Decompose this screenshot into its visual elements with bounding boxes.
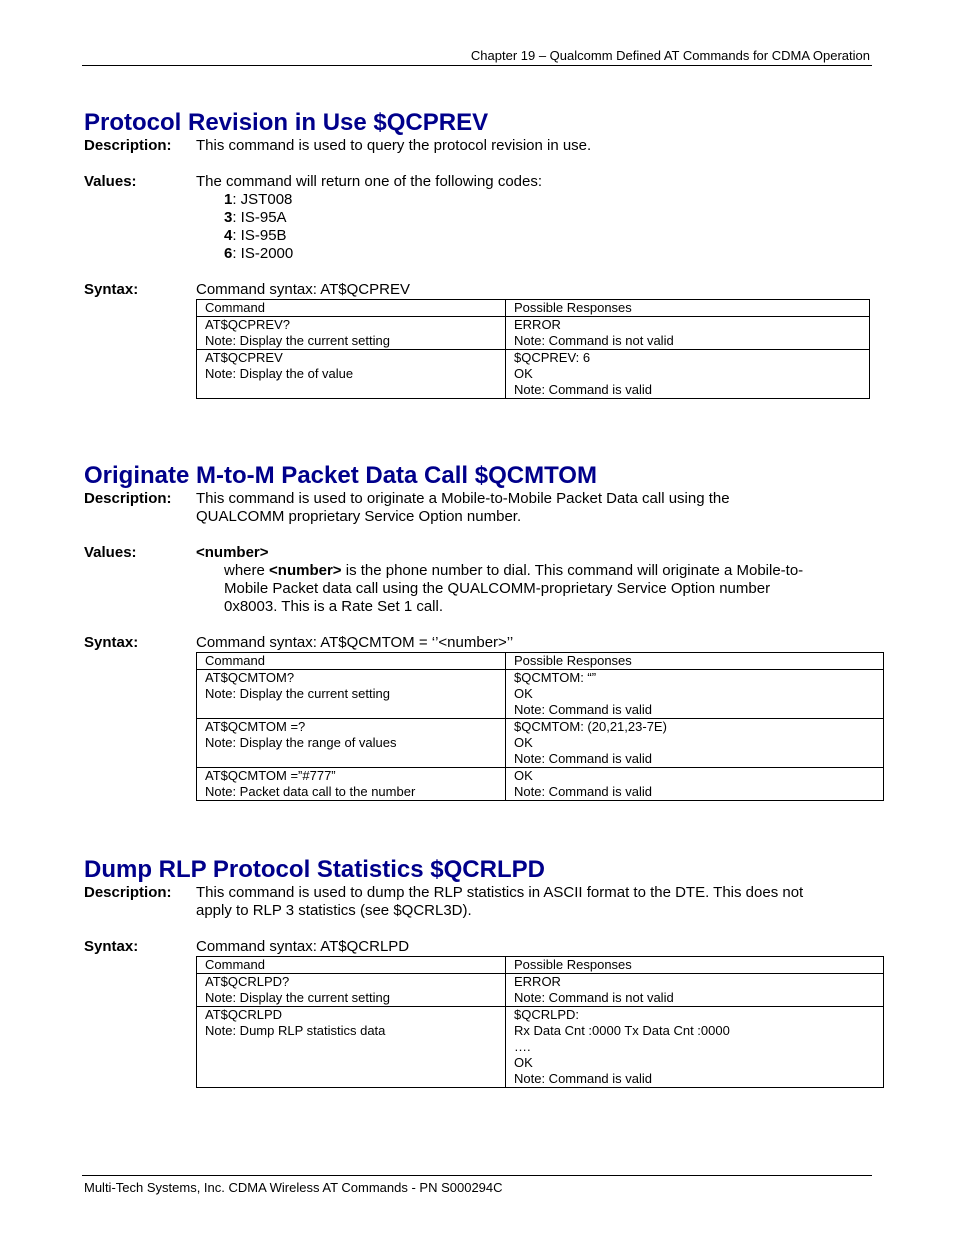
column-header: Command (197, 653, 506, 670)
command-note: Note: Display the range of values (205, 735, 397, 750)
value-desc-prefix: where (224, 562, 270, 579)
response-line: ERROR (514, 974, 561, 989)
table-row (197, 1007, 884, 1088)
command-line: AT$QCMTOM? (205, 670, 295, 685)
value-desc-param: <number> (269, 562, 342, 579)
table-row (197, 317, 870, 350)
header-divider (82, 65, 872, 66)
description-label: Description: (84, 490, 172, 507)
value-parameter: <number> (196, 544, 269, 561)
value-desc-line: is the phone number to dial. This command will originate a Mobile-to- (341, 562, 804, 579)
description-label: Description: (84, 137, 172, 154)
table-header-row (197, 300, 870, 317)
table-row (197, 350, 870, 399)
response-line: ERROR (514, 317, 561, 332)
response-line: OK (514, 1055, 533, 1070)
code-number: 1 (224, 191, 233, 208)
command-table (196, 652, 884, 801)
response-line: Note: Command is valid (514, 1071, 652, 1086)
response-cell (506, 670, 884, 719)
syntax-label: Syntax: (84, 281, 139, 298)
command-line: AT$QCRLPD (205, 1007, 283, 1022)
command-cell (197, 317, 506, 350)
command-line: AT$QCMTOM =? (205, 719, 306, 734)
values-label: Values: (84, 173, 137, 190)
command-cell (197, 670, 506, 719)
description-label: Description: (84, 884, 172, 901)
response-cell (506, 719, 884, 768)
code-number: 4 (224, 227, 233, 244)
response-line: Rx Data Cnt :0000 Tx Data Cnt :0000 (514, 1023, 730, 1038)
section-qcmtom (84, 462, 884, 801)
description-text: QUALCOMM proprietary Service Option number. (196, 508, 522, 525)
command-cell (197, 1007, 506, 1088)
command-table (196, 956, 884, 1088)
values-row (84, 544, 884, 562)
table-header-row (197, 653, 884, 670)
response-line: $QCPREV: 6 (514, 350, 591, 365)
command-table (196, 299, 870, 399)
response-cell (506, 317, 870, 350)
response-line: Note: Command is valid (514, 784, 652, 799)
column-header: Possible Responses (506, 300, 870, 317)
response-line: OK (514, 686, 533, 701)
command-note: Note: Display the of value (205, 366, 354, 381)
section-qcprev (84, 109, 884, 399)
syntax-text: Command syntax: AT$QCRLPD (196, 938, 410, 955)
value-description (224, 562, 884, 580)
response-line: OK (514, 768, 533, 783)
response-line: Note: Command is valid (514, 382, 652, 397)
description-row (84, 137, 884, 155)
response-line: Note: Command is not valid (514, 333, 674, 348)
response-line: Note: Command is valid (514, 751, 652, 766)
syntax-row (84, 634, 884, 652)
response-cell (506, 768, 884, 801)
command-note: Note: Display the current setting (205, 333, 390, 348)
command-note: Note: Display the current setting (205, 990, 390, 1005)
description-text: This command is used to originate a Mobile-to-Mobile Packet Data call using the (196, 490, 730, 507)
response-cell (506, 1007, 884, 1088)
syntax-row (84, 281, 884, 299)
description-text: This command is used to dump the RLP statistics in ASCII format to the DTE. This does not (196, 884, 804, 901)
command-note: Note: Dump RLP statistics data (205, 1023, 386, 1038)
page-header: Chapter 19 – Qualcomm Defined AT Commands for CDMA Operation (470, 48, 870, 63)
command-cell (197, 768, 506, 801)
response-line: $QCRLPD: (514, 1007, 580, 1022)
description-row (84, 490, 884, 526)
response-line: Note: Command is valid (514, 702, 652, 717)
values-row (84, 173, 884, 191)
footer-divider (82, 1175, 872, 1176)
table-header-row (197, 957, 884, 974)
syntax-label: Syntax: (84, 634, 139, 651)
command-line: AT$QCMTOM =”#777” (205, 768, 336, 783)
syntax-text: Command syntax: AT$QCPREV (196, 281, 410, 298)
table-row (197, 719, 884, 768)
value-desc-line: Mobile Packet data call using the QUALCOMM-proprietary Service Option number (224, 580, 771, 597)
table-row (197, 670, 884, 719)
code-text: : IS-2000 (232, 245, 294, 262)
code-number: 6 (224, 245, 233, 262)
syntax-row (84, 938, 884, 956)
syntax-text: Command syntax: AT$QCMTOM = ‘’<number>’’ (196, 634, 514, 651)
values-intro: The command will return one of the following codes: (196, 173, 543, 190)
values-label: Values: (84, 544, 137, 561)
command-line: AT$QCPREV? (205, 317, 291, 332)
section-title: Dump RLP Protocol Statistics $QCRLPD (84, 856, 545, 883)
command-note: Note: Packet data call to the number (205, 784, 416, 799)
page-footer: Multi-Tech Systems, Inc. CDMA Wireless AT Commands - PN S000294C (84, 1180, 503, 1195)
response-line: Note: Command is not valid (514, 990, 674, 1005)
response-cell (506, 350, 870, 399)
code-text: : JST008 (232, 191, 293, 208)
command-cell (197, 974, 506, 1007)
command-cell (197, 350, 506, 399)
response-cell (506, 974, 884, 1007)
column-header: Possible Responses (506, 653, 884, 670)
section-title: Protocol Revision in Use $QCPREV (84, 109, 489, 136)
response-line: …. (514, 1039, 531, 1054)
description-row (84, 884, 884, 920)
response-line: $QCMTOM: (20,21,23-7E) (514, 719, 667, 734)
response-line: OK (514, 735, 533, 750)
command-note: Note: Display the current setting (205, 686, 390, 701)
response-line: $QCMTOM: “” (514, 670, 597, 685)
section-qcrlpd (84, 856, 884, 1088)
column-header: Possible Responses (506, 957, 884, 974)
table-row (197, 768, 884, 801)
table-row (197, 974, 884, 1007)
description-text: This command is used to query the protocol revision in use. (196, 137, 592, 154)
code-item (224, 227, 884, 245)
syntax-label: Syntax: (84, 938, 139, 955)
code-text: : IS-95A (232, 209, 287, 226)
code-item (224, 245, 884, 263)
code-number: 3 (224, 209, 233, 226)
code-text: : IS-95B (232, 227, 287, 244)
command-cell (197, 719, 506, 768)
description-text: apply to RLP 3 statistics (see $QCRL3D). (196, 902, 472, 919)
column-header: Command (197, 300, 506, 317)
response-line: OK (514, 366, 533, 381)
column-header: Command (197, 957, 506, 974)
section-title: Originate M-to-M Packet Data Call $QCMTOM (84, 462, 597, 489)
code-item (224, 209, 884, 227)
value-desc-line: 0x8003. This is a Rate Set 1 call. (224, 598, 444, 615)
code-item (224, 191, 884, 209)
command-line: AT$QCPREV (205, 350, 283, 365)
command-line: AT$QCRLPD? (205, 974, 290, 989)
